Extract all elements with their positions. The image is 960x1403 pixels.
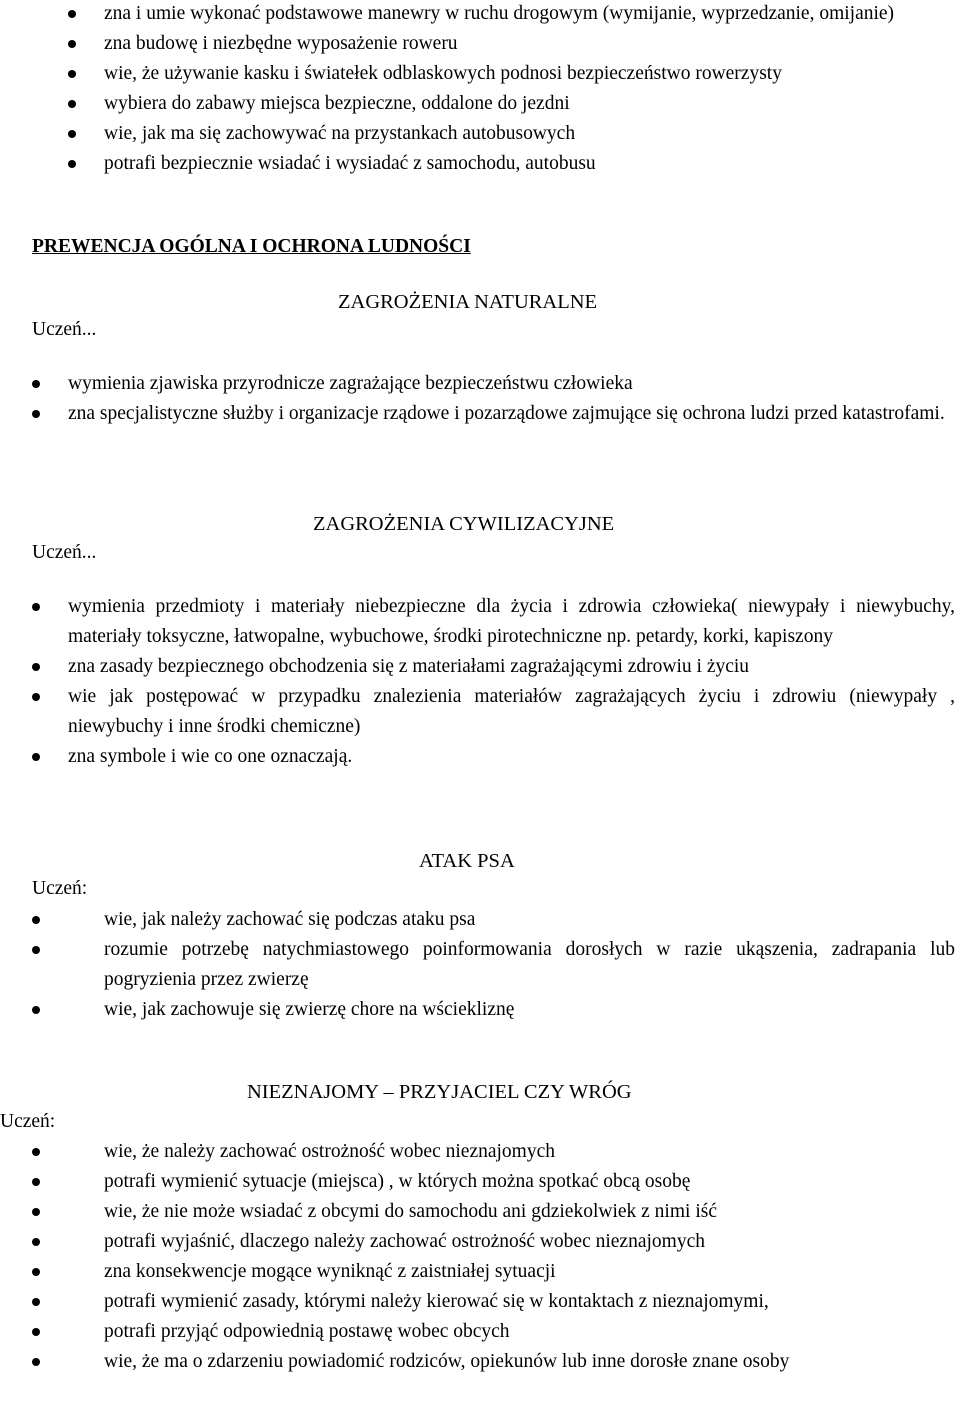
list-item: [68, 89, 955, 119]
list-item: [32, 1317, 955, 1347]
bullet-icon: [32, 1006, 40, 1014]
bullet-icon: [32, 1148, 40, 1156]
list-item: [32, 652, 955, 682]
list-item-text: zna symbole i wie co one oznaczają.: [68, 746, 353, 767]
list-item: [32, 592, 955, 652]
bullet-icon: [68, 40, 76, 48]
bullet-icon: [68, 70, 76, 78]
bullet-icon: [32, 603, 40, 611]
bullet-icon: [68, 100, 76, 108]
bullet-icon: [32, 916, 40, 924]
list-item: [68, 59, 955, 89]
section-title-dog: ATAK PSA: [419, 850, 515, 872]
student-label: Uczeń...: [32, 542, 97, 563]
list-item-text: wie, jak należy zachować się podczas ataku psa: [104, 909, 476, 930]
list-item: [32, 1227, 955, 1257]
list-item: [32, 399, 955, 429]
section-title-stranger: NIEZNAJOMY – PRZYJACIEL CZY WRÓG: [247, 1081, 632, 1103]
bullet-icon: [32, 380, 40, 388]
list-item: [32, 1137, 955, 1167]
bullet-icon: [32, 946, 40, 954]
student-label: Uczeń:: [32, 878, 88, 899]
list-item: [32, 1347, 955, 1377]
list-item: [68, 149, 955, 179]
section-heading-prewencja: PREWENCJA OGÓLNA I OCHRONA LUDNOŚCI: [32, 236, 471, 257]
list-item-text: potrafi wymienić zasady, którymi należy kierować się w kontaktach z nieznajomymi,: [104, 1291, 769, 1312]
bullet-icon: [32, 410, 40, 418]
bullet-icon: [32, 1328, 40, 1336]
bullet-icon: [32, 1208, 40, 1216]
bullet-icon: [68, 160, 76, 168]
list-item-text: potrafi wymienić sytuacje (miejsca) , w których można spotkać obcą osobę: [104, 1171, 691, 1192]
natural-list: [32, 369, 955, 429]
civil-list: [32, 592, 955, 772]
list-item-text: wybiera do zabawy miejsca bezpieczne, oddalone do jezdni: [104, 93, 570, 114]
bullet-icon: [68, 130, 76, 138]
list-item: [32, 1197, 955, 1227]
list-item-text: wie, że nie może wsiadać z obcymi do samochodu ani gdziekolwiek z nimi iść: [104, 1201, 717, 1222]
list-item-text: wie, że ma o zdarzeniu powiadomić rodziców, opiekunów lub inne dorosłe znane osoby: [104, 1351, 790, 1372]
list-item-text: wie, że należy zachować ostrożność wobec nieznajomych: [104, 1141, 555, 1162]
list-item: [32, 1167, 955, 1197]
list-item-text: potrafi bezpiecznie wsiadać i wysiadać z samochodu, autobusu: [104, 153, 596, 174]
bullet-icon: [32, 1178, 40, 1186]
list-item: [32, 905, 955, 935]
list-item: [32, 742, 955, 772]
bullet-icon: [32, 753, 40, 761]
stranger-list: [32, 1137, 955, 1377]
section-title-natural: ZAGROŻENIA NATURALNE: [338, 291, 598, 313]
list-item-text: potrafi przyjąć odpowiednią postawę wobec obcych: [104, 1321, 510, 1342]
list-item-text: zna i umie wykonać podstawowe manewry w ruchu drogowym (wymijanie, wyprzedzanie, omijanie): [104, 3, 895, 24]
list-item: [32, 682, 955, 742]
list-item-text: potrafi wyjaśnić, dlaczego należy zachować ostrożność wobec nieznajomych: [104, 1231, 705, 1252]
list-item-text: zna specjalistyczne służby i organizacje rządowe i pozarządowe zajmujące się ochrona ludzi przed katastrofami.: [68, 403, 945, 424]
list-item-text: wie jak postępować w przypadku znalezienia materiałów zagrażających życiu i zdrowiu (niewypały , niewybuchy i inne środki chemiczne): [68, 686, 955, 737]
student-label: Uczeń:: [0, 1111, 56, 1132]
bullet-icon: [32, 1358, 40, 1366]
section1-list: [68, 0, 955, 179]
bullet-icon: [68, 10, 76, 18]
list-item: [68, 119, 955, 149]
list-item: [68, 0, 955, 29]
list-item-text: wymienia przedmioty i materiały niebezpieczne dla życia i zdrowia człowieka( niewypały i niewybuchy, materiały toksyczne, łatwopalne, wybuchowe, środki pirotechniczne np. petardy, korki, kapiszony: [68, 596, 955, 647]
list-item: [32, 995, 955, 1025]
list-item-text: wymienia zjawiska przyrodnicze zagrażające bezpieczeństwu człowieka: [68, 373, 633, 394]
list-item: [32, 935, 955, 995]
list-item-text: zna zasady bezpiecznego obchodzenia się z materiałami zagrażającymi zdrowiu i życiu: [68, 656, 750, 677]
bullet-icon: [32, 1268, 40, 1276]
list-item-text: zna konsekwencje mogące wyniknąć z zaistniałej sytuacji: [104, 1261, 556, 1282]
list-item: [32, 1257, 955, 1287]
list-item-text: wie, jak zachowuje się zwierzę chore na wściekliznę: [104, 999, 515, 1020]
bullet-icon: [32, 693, 40, 701]
student-label: Uczeń...: [32, 319, 97, 340]
list-item-text: rozumie potrzebę natychmiastowego poinformowania dorosłych w razie ukąszenia, zadrapania lub pogryzienia przez zwierzę: [104, 939, 955, 990]
bullet-icon: [32, 1298, 40, 1306]
section-title-civil: ZAGROŻENIA CYWILIZACYJNE: [313, 513, 615, 535]
bullet-icon: [32, 663, 40, 671]
list-item-text: zna budowę i niezbędne wyposażenie roweru: [104, 33, 458, 54]
bullet-icon: [32, 1238, 40, 1246]
list-item: [32, 369, 955, 399]
list-item: [32, 1287, 955, 1317]
list-item-text: wie, jak ma się zachowywać na przystankach autobusowych: [104, 123, 576, 144]
list-item: [68, 29, 955, 59]
list-item-text: wie, że używanie kasku i światełek odblaskowych podnosi bezpieczeństwo rowerzysty: [104, 63, 782, 84]
dog-list: [32, 905, 955, 1025]
